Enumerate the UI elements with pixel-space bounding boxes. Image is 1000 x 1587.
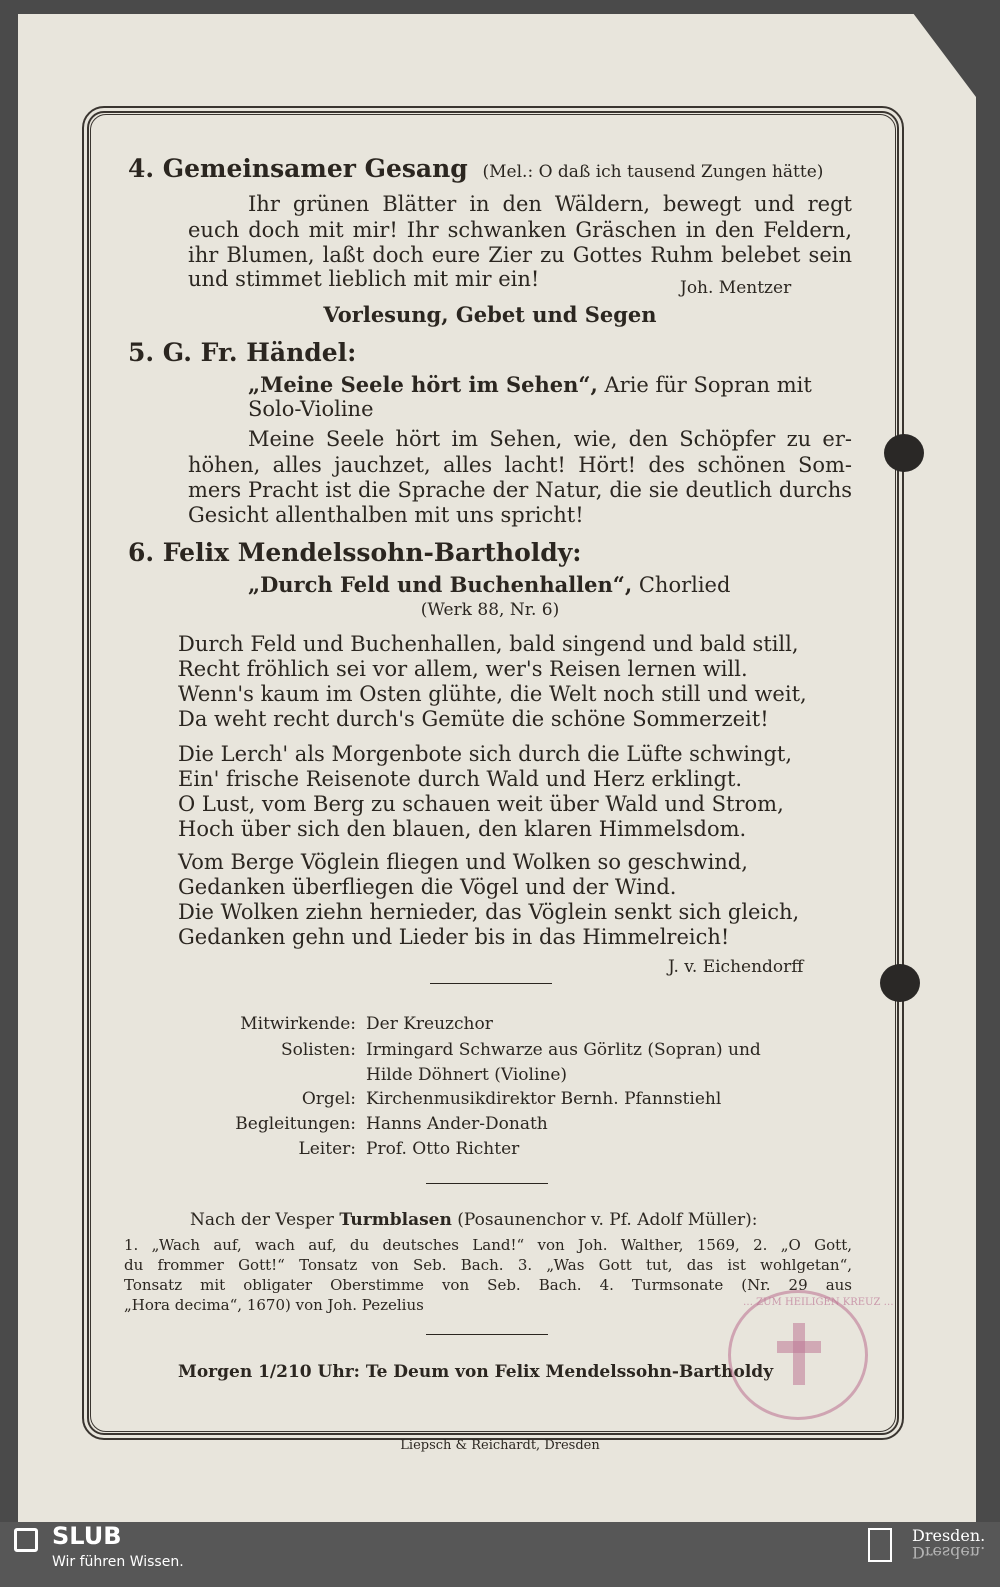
credit-value-organ: Kirchenmusikdirektor Bernh. Pfannstiehl [366,1089,722,1109]
credit-value-performers: Der Kreuzchor [366,1014,493,1034]
section-6-title: „Durch Feld und Buchenhallen“, Chorlied [248,572,731,597]
section-4-line-4: und stimmet lieblich mit mir ein! [188,267,540,291]
section-4-melody: (Mel.: O daß ich tausend Zungen hätte) [482,162,824,182]
credit-value-director: Prof. Otto Richter [366,1139,520,1159]
section-5-title: „Meine Seele hört im Sehen“, Arie für Sopran mit [248,372,812,397]
section-5-line-1: Meine Seele hört im Sehen, wie, den Schöpfer zu er- [248,427,852,451]
stamp-text: … ZUM HEILIGEN KREUZ … [743,1297,894,1308]
section-5-line-3: mers Pracht ist die Sprache der Natur, die sie deutlich durchs [188,478,852,502]
section-4-line-1: Ihr grünen Blätter in den Wäldern, bewegt und regt [248,192,852,216]
section-5-title-cont: Solo-Violine [248,397,374,421]
vesper-line-2: du frommer Gott!“ Tonsatz von Seb. Bach. 3. „Was Gott tut, das ist wohlgetan“, [124,1256,852,1274]
credit-label-director: Leiter: [298,1139,356,1159]
section-5-line-4: Gesicht allenthalben mit uns spricht! [188,503,584,527]
stanza-2-line-4: Hoch über sich den blauen, den klaren Himmelsdom. [178,817,747,841]
stanza-2-line-2: Ein' frische Reisenote durch Wald und Herz erklingt. [178,767,743,791]
footer-city-reflection: Dresden. [912,1543,986,1562]
slub-logo-icon [14,1528,38,1552]
stanza-3-line-3: Die Wolken ziehn hernieder, das Vöglein senkt sich gleich, [178,900,800,924]
section-6-heading: 6. Felix Mendelssohn-Bartholdy: [128,538,582,567]
section-4-heading: 4. Gemeinsamer Gesang (Mel.: O daß ich tausend Zungen hätte) [128,154,824,183]
stanza-1-line-3: Wenn's kaum im Osten glühte, die Welt noch still und weit, [178,682,807,706]
stanza-3-line-2: Gedanken überfliegen die Vögel und der Wind. [178,875,677,899]
vesper-line-4: „Hora decima“, 1670) von Joh. Pezelius [124,1296,424,1314]
credit-label-accompaniment: Begleitungen: [235,1114,356,1134]
stanza-3-line-1: Vom Berge Vöglein fliegen und Wolken so geschwind, [178,850,748,874]
section-4-line-3: ihr Blumen, laßt doch eure Zier zu Gottes Ruhm belebet sein [188,243,852,267]
section-6-work: (Werk 88, Nr. 6) [420,600,560,620]
dresden-bear-icon [868,1528,892,1562]
section-6-author: J. v. Eichendorff [668,957,804,977]
credit-label-organ: Orgel: [301,1089,356,1109]
church-stamp [728,1290,894,1420]
section-5-line-2: höhen, alles jauchzet, alles lacht! Hört! des schönen Som- [188,453,852,477]
stanza-1-line-4: Da weht recht durch's Gemüte die schöne Sommerzeit! [178,707,769,731]
credit-label-soloists: Solisten: [280,1040,356,1060]
credit-value-accompaniment: Hanns Ander-Donath [366,1114,548,1134]
vesper-intro: Nach der Vesper Turmblasen (Posaunenchor v. Pf. Adolf Müller): [190,1210,758,1230]
divider-1 [430,983,552,984]
credit-value-soloists: Irmingard Schwarze aus Görlitz (Sopran) und [366,1040,761,1060]
credit-label-performers: Mitwirkende: [240,1014,356,1034]
section-4-line-2: euch doch mit mir! Ihr schwanken Gräschen in den Feldern, [188,218,852,242]
stanza-1-line-1: Durch Feld und Buchenhallen, bald singend und bald still, [178,632,799,656]
punch-hole-bottom [880,964,920,1002]
vesper-line-3: Tonsatz mit obligater Oberstimme von Seb. Bach. 4. Turmsonate (Nr. 29 aus [124,1276,852,1294]
credit-value-soloists-cont: Hilde Döhnert (Violine) [366,1065,568,1085]
footer-brand[interactable]: SLUB [52,1522,122,1550]
reading-line: Vorlesung, Gebet und Segen [323,302,657,327]
footer-city[interactable]: Dresden. [912,1526,986,1545]
tomorrow-announcement: Morgen 1/210 Uhr: Te Deum von Felix Mendelssohn-Bartholdy [178,1362,774,1382]
stanza-3-line-4: Gedanken gehn und Lieder bis in das Himmelreich! [178,925,730,949]
section-4-author: Joh. Mentzer [680,278,792,298]
printer-imprint: Liepsch & Reichardt, Dresden [400,1438,600,1453]
stanza-2-line-1: Die Lerch' als Morgenbote sich durch die Lüfte schwingt, [178,742,793,766]
footer-bar [0,1522,1000,1587]
stanza-2-line-3: O Lust, vom Berg zu schauen weit über Wald und Strom, [178,792,784,816]
divider-2 [426,1183,548,1184]
punch-hole-top [884,434,924,472]
footer-tagline: Wir führen Wissen. [52,1554,184,1570]
section-5-heading: 5. G. Fr. Händel: [128,338,357,367]
divider-3 [426,1334,548,1335]
stanza-1-line-2: Recht fröhlich sei vor allem, wer's Reisen lernen will. [178,657,748,681]
vesper-line-1: 1. „Wach auf, wach auf, du deutsches Land!“ von Joh. Walther, 1569, 2. „O Gott, [124,1236,852,1254]
stamp-cross-icon [777,1323,821,1385]
